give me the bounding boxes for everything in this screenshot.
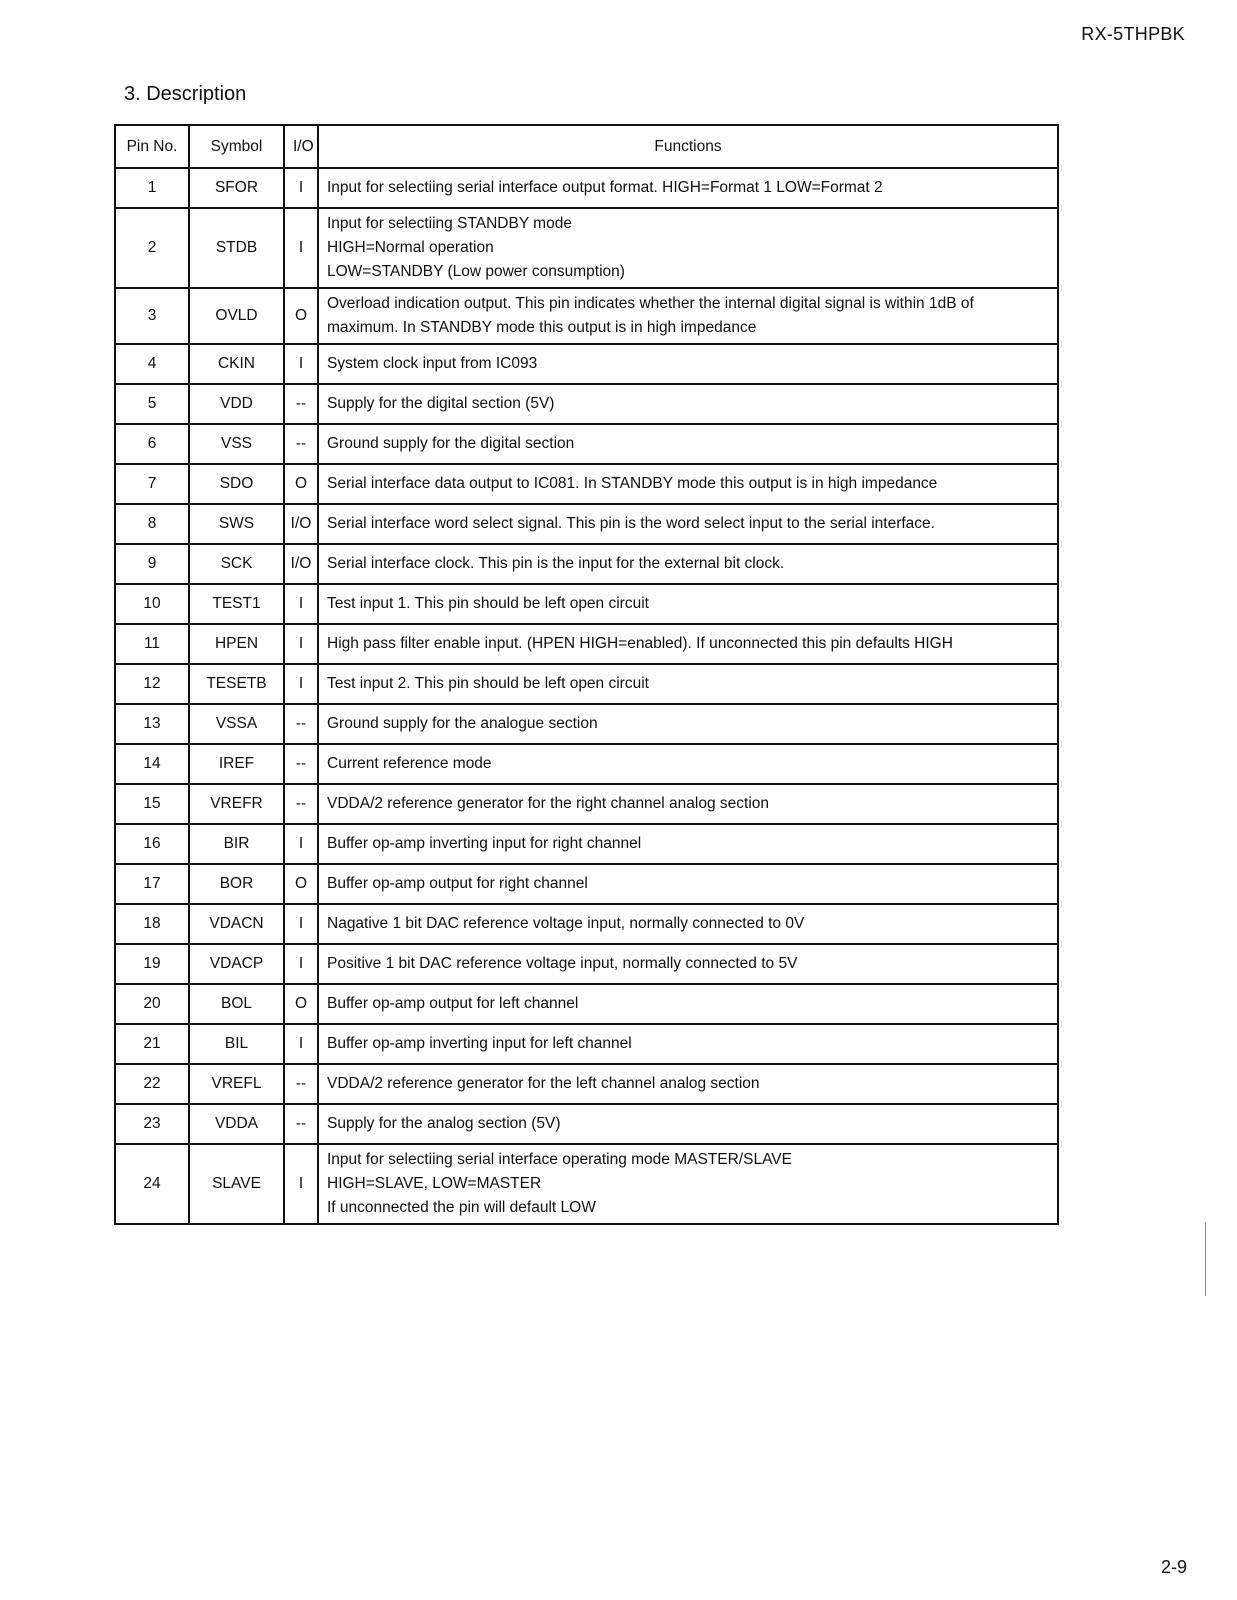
- function-line: Input for selectiing serial interface output format. HIGH=Format 1 LOW=Format 2: [327, 179, 883, 196]
- function-line: LOW=STANDBY (Low power consumption): [327, 263, 625, 280]
- io-cell: I: [284, 344, 318, 384]
- io-cell: I: [284, 584, 318, 624]
- symbol-cell: CKIN: [189, 344, 284, 384]
- symbol-cell: HPEN: [189, 624, 284, 664]
- pin-number-cell: 5: [115, 384, 189, 424]
- function-line: Supply for the analog section (5V): [327, 1115, 561, 1132]
- table-row: [115, 1064, 1058, 1104]
- pin-number-cell: 3: [115, 288, 189, 344]
- symbol-cell: SDO: [189, 464, 284, 504]
- io-cell: I: [284, 208, 318, 288]
- table-row: [115, 864, 1058, 904]
- function-line: Nagative 1 bit DAC reference voltage input, normally connected to 0V: [327, 915, 805, 932]
- symbol-cell: BIL: [189, 1024, 284, 1064]
- table-row: [115, 384, 1058, 424]
- function-line: Serial interface data output to IC081. In STANDBY mode this output is in high impedance: [327, 475, 938, 492]
- function-cell: [318, 1064, 1058, 1104]
- table-row: [115, 624, 1058, 664]
- symbol-cell: VSS: [189, 424, 284, 464]
- io-cell: --: [284, 1064, 318, 1104]
- io-cell: O: [284, 864, 318, 904]
- symbol-cell: VDD: [189, 384, 284, 424]
- function-cell: [318, 384, 1058, 424]
- pin-number-cell: 20: [115, 984, 189, 1024]
- function-line: Buffer op-amp inverting input for left channel: [327, 1035, 632, 1052]
- symbol-cell: SLAVE: [189, 1144, 284, 1224]
- function-line: Serial interface word select signal. This pin is the word select input to the serial interface.: [327, 515, 935, 532]
- pin-number-cell: 18: [115, 904, 189, 944]
- io-cell: I/O: [284, 544, 318, 584]
- pin-number-cell: 24: [115, 1144, 189, 1224]
- io-cell: I: [284, 904, 318, 944]
- function-line: Ground supply for the digital section: [327, 435, 575, 452]
- function-line: Ground supply for the analogue section: [327, 715, 598, 732]
- function-line: HIGH=Normal operation: [327, 239, 494, 256]
- header-functions: Functions: [318, 125, 1058, 168]
- io-cell: --: [284, 784, 318, 824]
- table-row: [115, 344, 1058, 384]
- function-line: Test input 2. This pin should be left open circuit: [327, 675, 649, 692]
- symbol-cell: BOL: [189, 984, 284, 1024]
- io-cell: --: [284, 424, 318, 464]
- io-cell: O: [284, 464, 318, 504]
- symbol-cell: BIR: [189, 824, 284, 864]
- pin-number-cell: 8: [115, 504, 189, 544]
- function-line: Buffer op-amp inverting input for right channel: [327, 835, 642, 852]
- io-cell: --: [284, 384, 318, 424]
- io-cell: I: [284, 168, 318, 208]
- page-number: 2-9: [1160, 1557, 1187, 1577]
- symbol-cell: STDB: [189, 208, 284, 288]
- symbol-cell: VDACP: [189, 944, 284, 984]
- symbol-cell: VDDA: [189, 1104, 284, 1144]
- function-cell: [318, 784, 1058, 824]
- io-cell: --: [284, 744, 318, 784]
- function-line: VDDA/2 reference generator for the left channel analog section: [327, 1075, 760, 1092]
- symbol-cell: SWS: [189, 504, 284, 544]
- function-cell: [318, 704, 1058, 744]
- symbol-cell: BOR: [189, 864, 284, 904]
- io-cell: I: [284, 944, 318, 984]
- pin-number-cell: 17: [115, 864, 189, 904]
- model-number: RX-5THPBK: [1081, 24, 1185, 44]
- io-cell: I: [284, 664, 318, 704]
- symbol-cell: VDACN: [189, 904, 284, 944]
- symbol-cell: VREFL: [189, 1064, 284, 1104]
- function-cell: [318, 904, 1058, 944]
- symbol-cell: VSSA: [189, 704, 284, 744]
- io-cell: I: [284, 1024, 318, 1064]
- function-line: Input for selectiing serial interface operating mode MASTER/SLAVE: [327, 1151, 792, 1168]
- function-cell: [318, 864, 1058, 904]
- function-line: Input for selectiing STANDBY mode: [327, 215, 572, 232]
- function-line: Serial interface clock. This pin is the input for the external bit clock.: [327, 555, 785, 572]
- function-line: System clock input from IC093: [327, 355, 538, 372]
- io-cell: --: [284, 704, 318, 744]
- function-line: HIGH=SLAVE, LOW=MASTER: [327, 1175, 542, 1192]
- symbol-cell: IREF: [189, 744, 284, 784]
- function-cell: [318, 288, 1058, 344]
- function-cell: [318, 744, 1058, 784]
- function-line: If unconnected the pin will default LOW: [327, 1199, 596, 1216]
- pin-number-cell: 4: [115, 344, 189, 384]
- function-line: Test input 1. This pin should be left open circuit: [327, 595, 649, 612]
- function-line: Overload indication output. This pin indicates whether the internal digital signal is within 1dB of: [327, 295, 974, 312]
- pin-number-cell: 19: [115, 944, 189, 984]
- pin-number-cell: 2: [115, 208, 189, 288]
- pin-number-cell: 1: [115, 168, 189, 208]
- function-cell: [318, 584, 1058, 624]
- io-cell: I: [284, 624, 318, 664]
- pin-number-cell: 10: [115, 584, 189, 624]
- table-row: [115, 704, 1058, 744]
- pin-number-cell: 16: [115, 824, 189, 864]
- function-cell: [318, 1144, 1058, 1224]
- function-cell: [318, 1104, 1058, 1144]
- header-io: I/O: [284, 125, 318, 168]
- pin-number-cell: 11: [115, 624, 189, 664]
- header-pin-no: Pin No.: [115, 125, 189, 168]
- function-line: Supply for the digital section (5V): [327, 395, 555, 412]
- table-row: [115, 544, 1058, 584]
- function-line: VDDA/2 reference generator for the right channel analog section: [327, 795, 770, 812]
- function-line: Positive 1 bit DAC reference voltage input, normally connected to 5V: [327, 955, 798, 972]
- function-line: Current reference mode: [327, 755, 492, 772]
- table-row: [115, 744, 1058, 784]
- io-cell: I: [284, 1144, 318, 1224]
- table-row: [115, 1144, 1058, 1224]
- pin-number-cell: 14: [115, 744, 189, 784]
- pin-number-cell: 23: [115, 1104, 189, 1144]
- function-cell: [318, 424, 1058, 464]
- table-header-row: [115, 125, 1058, 168]
- function-line: Buffer op-amp output for right channel: [327, 875, 588, 892]
- function-cell: [318, 208, 1058, 288]
- io-cell: O: [284, 288, 318, 344]
- pin-number-cell: 13: [115, 704, 189, 744]
- function-cell: [318, 344, 1058, 384]
- table-row: [115, 1104, 1058, 1144]
- io-cell: I: [284, 824, 318, 864]
- pin-description-table: [114, 124, 1059, 1225]
- pin-number-cell: 12: [115, 664, 189, 704]
- symbol-cell: TEST1: [189, 584, 284, 624]
- function-line: maximum. In STANDBY mode this output is in high impedance: [327, 319, 757, 336]
- table-row: [115, 288, 1058, 344]
- table-body: [115, 168, 1058, 1224]
- table-row: [115, 784, 1058, 824]
- table-row: [115, 824, 1058, 864]
- table-row: [115, 984, 1058, 1024]
- function-cell: [318, 624, 1058, 664]
- table-row: [115, 904, 1058, 944]
- table-row: [115, 168, 1058, 208]
- pin-number-cell: 9: [115, 544, 189, 584]
- function-cell: [318, 544, 1058, 584]
- function-cell: [318, 504, 1058, 544]
- symbol-cell: OVLD: [189, 288, 284, 344]
- pin-number-cell: 22: [115, 1064, 189, 1104]
- pin-number-cell: 15: [115, 784, 189, 824]
- io-cell: --: [284, 1104, 318, 1144]
- function-cell: [318, 464, 1058, 504]
- function-cell: [318, 824, 1058, 864]
- symbol-cell: VREFR: [189, 784, 284, 824]
- table-row: [115, 504, 1058, 544]
- function-cell: [318, 1024, 1058, 1064]
- symbol-cell: TESETB: [189, 664, 284, 704]
- io-cell: O: [284, 984, 318, 1024]
- table-row: [115, 664, 1058, 704]
- function-cell: [318, 984, 1058, 1024]
- table-row: [115, 208, 1058, 288]
- table-row: [115, 1024, 1058, 1064]
- function-cell: [318, 944, 1058, 984]
- symbol-cell: SCK: [189, 544, 284, 584]
- symbol-cell: SFOR: [189, 168, 284, 208]
- function-cell: [318, 168, 1058, 208]
- table-row: [115, 464, 1058, 504]
- table-row: [115, 584, 1058, 624]
- function-line: High pass filter enable input. (HPEN HIGH=enabled). If unconnected this pin defaults HIGH: [327, 635, 953, 652]
- function-cell: [318, 664, 1058, 704]
- function-line: Buffer op-amp output for left channel: [327, 995, 579, 1012]
- pin-number-cell: 6: [115, 424, 189, 464]
- header-symbol: Symbol: [189, 125, 284, 168]
- pin-number-cell: 21: [115, 1024, 189, 1064]
- table-row: [115, 424, 1058, 464]
- io-cell: I/O: [284, 504, 318, 544]
- table-row: [115, 944, 1058, 984]
- section-title: 3. Description: [124, 83, 247, 105]
- scan-artifact-line: [1205, 1222, 1206, 1296]
- pin-number-cell: 7: [115, 464, 189, 504]
